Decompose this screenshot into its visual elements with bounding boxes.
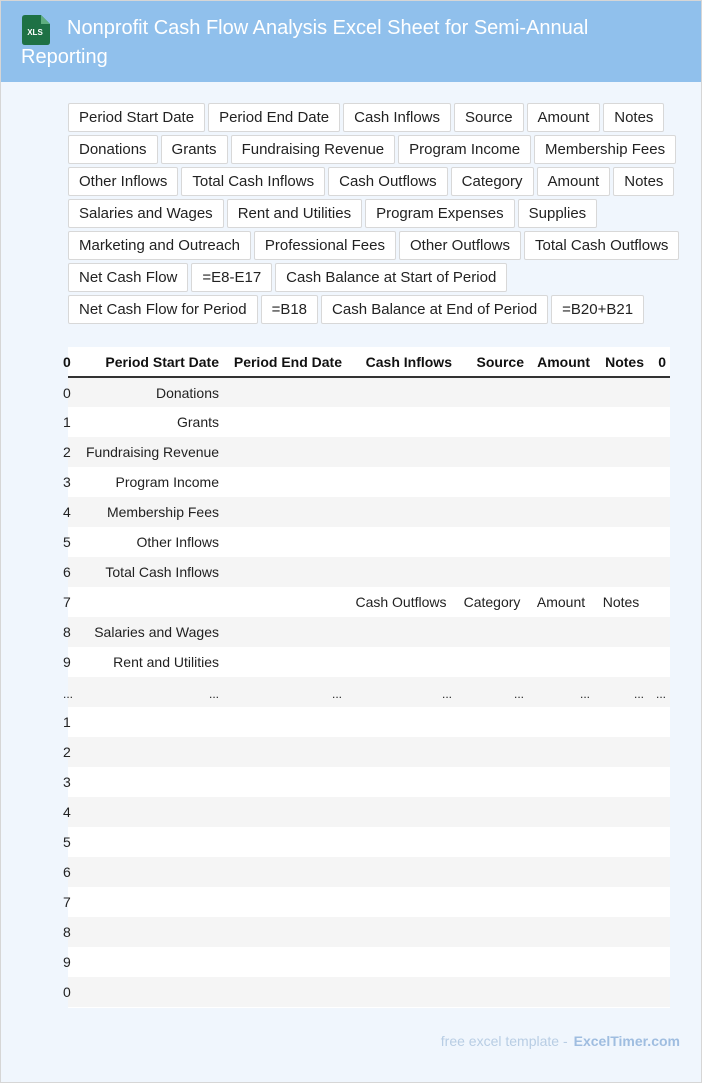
table-row	[68, 947, 670, 977]
field-tag[interactable]: Marketing and Outreach	[68, 231, 251, 260]
table-cell[interactable]	[528, 797, 594, 827]
field-tag[interactable]: Program Income	[398, 135, 531, 164]
table-cell[interactable]	[223, 797, 346, 827]
table-cell[interactable]	[594, 647, 648, 677]
table-row	[68, 737, 670, 767]
table-row	[68, 617, 670, 647]
table-cell[interactable]	[594, 767, 648, 797]
table-cell[interactable]	[648, 527, 670, 557]
table-cell[interactable]	[223, 857, 346, 887]
row-number: 7	[63, 894, 71, 910]
table-cell[interactable]	[648, 917, 670, 947]
table-row	[68, 407, 670, 437]
table-cell[interactable]	[528, 647, 594, 677]
table-body	[63, 377, 670, 1007]
field-tag[interactable]: Membership Fees	[534, 135, 676, 164]
table-row	[68, 467, 670, 497]
table-cell[interactable]	[82, 977, 223, 1007]
row-number: 6	[63, 864, 71, 880]
row-number-cell[interactable]	[63, 617, 82, 647]
table-cell[interactable]	[223, 557, 346, 587]
table-cell[interactable]	[223, 527, 346, 557]
table-cell[interactable]	[346, 647, 456, 677]
table-cell[interactable]	[346, 977, 456, 1007]
table-cell[interactable]	[456, 527, 528, 557]
table-cell[interactable]	[528, 557, 594, 587]
row-number-cell[interactable]	[63, 557, 82, 587]
field-tag[interactable]: Notes	[613, 167, 674, 196]
row-number: 9	[63, 954, 71, 970]
table-cell[interactable]	[346, 557, 456, 587]
footer-credit	[441, 1033, 680, 1049]
row-number-cell[interactable]	[63, 947, 82, 977]
table-cell[interactable]	[223, 947, 346, 977]
table-cell[interactable]	[456, 707, 528, 737]
table-cell[interactable]	[648, 947, 670, 977]
table-cell[interactable]	[594, 497, 648, 527]
table-cell[interactable]	[456, 617, 528, 647]
table-cell[interactable]: Amount	[536, 594, 586, 610]
column-header: Amount	[528, 347, 594, 377]
table-cell[interactable]	[648, 887, 670, 917]
field-tag[interactable]: Cash Balance at End of Period	[321, 295, 548, 324]
row-number: 4	[63, 504, 71, 520]
table-cell[interactable]	[528, 917, 594, 947]
field-tag[interactable]: Cash Inflows	[343, 103, 451, 132]
row-number-header-label: 0	[63, 353, 71, 370]
table-cell[interactable]	[594, 797, 648, 827]
table-cell[interactable]	[528, 977, 594, 1007]
table-cell[interactable]	[223, 467, 346, 497]
table-row	[68, 437, 670, 467]
table-cell[interactable]	[648, 827, 670, 857]
table-cell[interactable]: Salaries and Wages	[94, 624, 219, 640]
table-cell[interactable]	[456, 977, 528, 1007]
row-number-header	[63, 347, 82, 377]
footer-text: free excel template -	[440, 1033, 568, 1049]
table-cell[interactable]: ...	[441, 687, 452, 701]
row-number-cell[interactable]	[63, 497, 82, 527]
table-cell[interactable]	[82, 857, 223, 887]
field-tag[interactable]: Notes	[603, 103, 664, 132]
table-cell[interactable]	[82, 917, 223, 947]
spreadsheet-preview	[63, 347, 670, 1008]
table-cell[interactable]	[456, 557, 528, 587]
table-cell[interactable]	[223, 437, 346, 467]
table-cell[interactable]	[82, 767, 223, 797]
table-cell[interactable]	[346, 527, 456, 557]
table-cell[interactable]	[528, 617, 594, 647]
table-cell[interactable]: Membership Fees	[106, 504, 219, 520]
table-cell[interactable]	[648, 737, 670, 767]
table-cell[interactable]	[456, 857, 528, 887]
table-cell[interactable]: Other Inflows	[136, 534, 219, 550]
row-number: 0	[63, 384, 71, 401]
table-cell[interactable]	[648, 587, 670, 617]
table-cell[interactable]	[223, 407, 346, 437]
table-row	[68, 977, 670, 1007]
field-tag[interactable]: Net Cash Flow for Period	[68, 295, 258, 324]
table-cell[interactable]	[456, 437, 528, 467]
table-row	[68, 917, 670, 947]
row-number-cell[interactable]	[63, 737, 82, 767]
table-cell[interactable]	[528, 707, 594, 737]
table-cell[interactable]	[528, 827, 594, 857]
table-cell[interactable]	[223, 887, 346, 917]
table-cell[interactable]: Fundraising Revenue	[86, 444, 220, 460]
table-cell[interactable]	[594, 857, 648, 887]
table-row	[68, 527, 670, 557]
table-cell[interactable]: Rent and Utilities	[113, 654, 219, 670]
table-row	[68, 647, 670, 677]
row-number-cell[interactable]	[63, 587, 82, 617]
table-row	[68, 797, 670, 827]
field-tag[interactable]: =E8-E17	[191, 263, 272, 292]
row-number-cell[interactable]	[63, 857, 82, 887]
table-cell[interactable]	[648, 437, 670, 467]
table-cell[interactable]	[528, 467, 594, 497]
table-cell[interactable]	[223, 977, 346, 1007]
row-number: 0	[63, 984, 71, 1000]
row-number: 7	[63, 594, 71, 610]
table-cell[interactable]: ...	[331, 687, 342, 701]
table-cell[interactable]	[594, 827, 648, 857]
row-number-cell[interactable]	[63, 677, 82, 707]
row-number: 4	[63, 804, 71, 820]
footer-brand-link[interactable]: ExcelTimer.com	[573, 1033, 680, 1049]
table-cell[interactable]	[346, 827, 456, 857]
table-cell[interactable]	[456, 947, 528, 977]
field-tag[interactable]: Salaries and Wages	[68, 199, 224, 228]
row-number-cell[interactable]	[63, 467, 82, 497]
table-cell[interactable]	[346, 467, 456, 497]
table-cell[interactable]	[648, 467, 670, 497]
table-cell[interactable]	[528, 767, 594, 797]
table-cell[interactable]	[223, 587, 346, 617]
row-number: 8	[63, 624, 71, 640]
field-tag[interactable]: Cash Outflows	[328, 167, 448, 196]
table-row	[68, 827, 670, 857]
table-cell[interactable]	[528, 377, 594, 407]
table-cell[interactable]	[528, 407, 594, 437]
table-cell[interactable]	[346, 917, 456, 947]
row-number-cell[interactable]	[63, 647, 82, 677]
table-row	[68, 377, 670, 407]
field-tag[interactable]: Other Inflows	[68, 167, 178, 196]
row-number: 3	[63, 774, 71, 790]
table-cell[interactable]	[346, 377, 456, 407]
table-cell[interactable]	[528, 527, 594, 557]
table-cell[interactable]	[528, 737, 594, 767]
row-number: 6	[63, 564, 71, 580]
field-tag[interactable]: Amount	[537, 167, 611, 196]
table-cell[interactable]	[594, 557, 648, 587]
row-number-cell[interactable]	[63, 827, 82, 857]
table-cell[interactable]	[594, 947, 648, 977]
table-row	[68, 557, 670, 587]
table-cell[interactable]	[346, 737, 456, 767]
table-cell[interactable]	[456, 797, 528, 827]
column-header: Period Start Date	[82, 347, 223, 377]
column-header: Cash Inflows	[346, 347, 456, 377]
table-cell[interactable]	[346, 617, 456, 647]
table-cell[interactable]	[346, 407, 456, 437]
row-number-cell[interactable]	[63, 707, 82, 737]
field-tag[interactable]: =B18	[261, 295, 318, 324]
table-row	[68, 857, 670, 887]
column-header: Source	[456, 347, 528, 377]
table-row	[68, 587, 670, 617]
table-cell[interactable]: Cash Outflows	[355, 594, 447, 610]
field-tag[interactable]: Source	[454, 103, 524, 132]
field-tag[interactable]: Fundraising Revenue	[231, 135, 396, 164]
field-tag[interactable]: Professional Fees	[254, 231, 396, 260]
table-cell[interactable]	[594, 737, 648, 767]
table-row	[68, 677, 670, 707]
table-cell[interactable]	[648, 377, 670, 407]
table-cell[interactable]	[648, 407, 670, 437]
table-cell[interactable]	[456, 827, 528, 857]
table-cell[interactable]	[82, 827, 223, 857]
row-number-cell[interactable]	[63, 377, 82, 407]
table-cell[interactable]	[456, 917, 528, 947]
field-tag[interactable]: Total Cash Outflows	[524, 231, 679, 260]
table-cell[interactable]: ...	[208, 687, 219, 701]
row-number: 2	[63, 444, 71, 460]
table-cell[interactable]: Notes	[602, 594, 640, 610]
table-cell[interactable]	[346, 497, 456, 527]
row-number: 8	[63, 924, 71, 940]
table-cell[interactable]	[594, 467, 648, 497]
table-cell[interactable]	[528, 887, 594, 917]
table-cell[interactable]	[528, 947, 594, 977]
table-cell[interactable]	[594, 377, 648, 407]
row-number-cell[interactable]	[63, 527, 82, 557]
table-cell[interactable]	[346, 767, 456, 797]
table-cell[interactable]	[346, 857, 456, 887]
table-cell[interactable]	[594, 437, 648, 467]
column-header: Period End Date	[223, 347, 346, 377]
table-cell[interactable]	[648, 707, 670, 737]
table-cell[interactable]: Total Cash Inflows	[105, 564, 219, 580]
table-cell[interactable]	[223, 917, 346, 947]
table-cell[interactable]	[528, 497, 594, 527]
field-tag[interactable]: Category	[451, 167, 534, 196]
table-cell[interactable]	[648, 557, 670, 587]
row-number-cell[interactable]	[63, 977, 82, 1007]
table-cell[interactable]	[456, 497, 528, 527]
row-number: 1	[63, 414, 71, 430]
row-number-cell[interactable]	[63, 917, 82, 947]
table-cell[interactable]	[82, 737, 223, 767]
column-header: Notes	[594, 347, 648, 377]
table-cell[interactable]: ...	[633, 687, 644, 701]
table-cell[interactable]	[456, 647, 528, 677]
table-cell[interactable]: Grants	[176, 414, 219, 430]
table-cell[interactable]	[346, 797, 456, 827]
row-number: 3	[63, 474, 71, 490]
table-cell[interactable]	[346, 947, 456, 977]
field-tag-list	[68, 103, 690, 327]
table-cell[interactable]	[456, 887, 528, 917]
table-cell[interactable]	[456, 737, 528, 767]
table-cell[interactable]	[82, 887, 223, 917]
table-cell[interactable]: ...	[655, 687, 666, 701]
row-number: 2	[63, 744, 71, 760]
table-cell[interactable]	[648, 647, 670, 677]
row-number-cell[interactable]	[63, 407, 82, 437]
table-cell[interactable]	[648, 767, 670, 797]
table-cell[interactable]	[82, 947, 223, 977]
field-tag[interactable]: Total Cash Inflows	[181, 167, 325, 196]
data-table	[63, 347, 670, 1007]
table-cell[interactable]	[223, 377, 346, 407]
table-header-row	[68, 347, 670, 377]
table-cell[interactable]	[648, 497, 670, 527]
table-row	[68, 497, 670, 527]
table-cell[interactable]	[594, 917, 648, 947]
table-cell[interactable]	[82, 587, 223, 617]
table-cell[interactable]	[223, 647, 346, 677]
field-tag[interactable]: Rent and Utilities	[227, 199, 362, 228]
table-cell[interactable]	[648, 977, 670, 1007]
column-header: 0	[648, 347, 670, 377]
table-cell[interactable]: Category	[463, 594, 521, 610]
table-cell[interactable]	[594, 407, 648, 437]
table-cell[interactable]	[223, 707, 346, 737]
table-cell[interactable]	[594, 707, 648, 737]
table-cell[interactable]	[223, 497, 346, 527]
table-cell[interactable]	[82, 797, 223, 827]
table-cell[interactable]	[594, 527, 648, 557]
field-tag[interactable]: Donations	[68, 135, 158, 164]
table-cell[interactable]	[346, 887, 456, 917]
table-cell[interactable]	[648, 857, 670, 887]
page-title: Nonprofit Cash Flow Analysis Excel Sheet for Semi-Annual Reporting	[21, 17, 589, 68]
table-cell[interactable]	[223, 617, 346, 647]
field-tag[interactable]: Grants	[161, 135, 228, 164]
field-tag[interactable]: Program Expenses	[365, 199, 515, 228]
table-cell[interactable]	[456, 767, 528, 797]
table-cell[interactable]	[223, 827, 346, 857]
table-row	[68, 707, 670, 737]
table-cell[interactable]: ...	[513, 687, 524, 701]
table-cell[interactable]	[82, 707, 223, 737]
table-cell[interactable]	[456, 407, 528, 437]
field-tag[interactable]: Period End Date	[208, 103, 340, 132]
row-number-cell[interactable]	[63, 887, 82, 917]
table-cell[interactable]: Donations	[155, 384, 219, 401]
field-tag[interactable]: Net Cash Flow	[68, 263, 188, 292]
row-number-cell[interactable]	[63, 797, 82, 827]
row-number: 5	[63, 534, 71, 550]
field-tag[interactable]: Amount	[527, 103, 601, 132]
row-number: 5	[63, 834, 71, 850]
table-cell[interactable]	[594, 977, 648, 1007]
row-number: ...	[63, 687, 74, 701]
field-tag[interactable]: Other Outflows	[399, 231, 521, 260]
row-number-cell[interactable]	[63, 767, 82, 797]
table-cell[interactable]	[346, 707, 456, 737]
table-cell[interactable]	[594, 887, 648, 917]
field-tag[interactable]: =B20+B21	[551, 295, 644, 324]
row-number: 1	[63, 714, 71, 730]
table-cell[interactable]	[456, 467, 528, 497]
table-cell[interactable]: ...	[579, 687, 590, 701]
table-cell[interactable]	[594, 617, 648, 647]
field-tag[interactable]: Supplies	[518, 199, 598, 228]
table-cell[interactable]	[528, 857, 594, 887]
table-cell[interactable]: Program Income	[115, 474, 219, 490]
field-tag[interactable]: Period Start Date	[68, 103, 205, 132]
field-tag[interactable]: Cash Balance at Start of Period	[275, 263, 507, 292]
table-cell[interactable]	[528, 437, 594, 467]
table-cell[interactable]	[346, 437, 456, 467]
table-cell[interactable]	[648, 797, 670, 827]
table-cell[interactable]	[648, 617, 670, 647]
table-row	[68, 767, 670, 797]
xls-icon-label: XLS	[27, 28, 43, 37]
table-row	[68, 887, 670, 917]
row-number-cell[interactable]	[63, 437, 82, 467]
row-number: 9	[63, 654, 71, 670]
table-cell[interactable]	[456, 377, 528, 407]
table-cell[interactable]	[223, 767, 346, 797]
table-cell[interactable]	[223, 737, 346, 767]
